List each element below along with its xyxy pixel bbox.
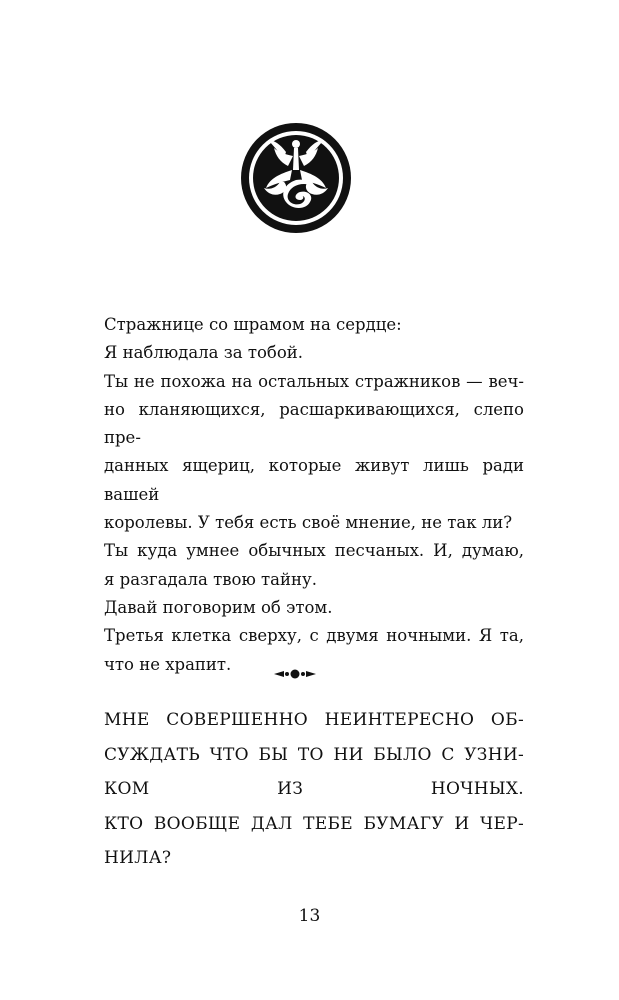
dragon-seal-emblem-icon bbox=[240, 122, 352, 234]
letter-line: я разгадала твою тайну. bbox=[104, 569, 317, 589]
letter-line: Стражнице со шрамом на сердце: bbox=[104, 315, 402, 334]
reply-line: СУЖДАТЬ ЧТО БЫ ТО НИ БЫЛО С УЗНИ- bbox=[104, 744, 524, 765]
page-number: 13 bbox=[298, 906, 321, 926]
letter-line: королевы. У тебя есть своё мнение, не так ли? bbox=[104, 513, 513, 533]
reply-line: КТО ВООБЩЕ ДАЛ ТЕБЕ БУМАГУ И ЧЕР- bbox=[104, 813, 524, 834]
reply-line: МНЕ СОВЕРШЕННО НЕИНТЕРЕСНО ОБ- bbox=[104, 710, 524, 730]
reply-line: КОМ ИЗ НОЧНЫХ. bbox=[104, 779, 524, 799]
letter-line: Ты не похожа на остальных стражников — веч- bbox=[104, 371, 524, 391]
letter-line: Ты куда умнее обычных песчаных. И, думаю, bbox=[104, 541, 524, 561]
letter-line: Третья клетка сверху, с двумя ночными. Я та, bbox=[104, 626, 524, 646]
letter-text bbox=[104, 311, 524, 679]
letter-line: Я наблюдала за тобой. bbox=[104, 343, 303, 363]
letter-line: данных ящериц, которые живут лишь ради вашей bbox=[104, 456, 524, 504]
letter-line: что не храпит. bbox=[104, 654, 232, 674]
letter-line: но кланяющихся, расшаркивающихся, слепо пре- bbox=[104, 399, 524, 448]
letter-line: Давай поговорим об этом. bbox=[104, 597, 333, 617]
ornament-divider-icon bbox=[270, 662, 320, 686]
reply-text bbox=[104, 703, 524, 876]
reply-line: НИЛА? bbox=[104, 848, 172, 868]
